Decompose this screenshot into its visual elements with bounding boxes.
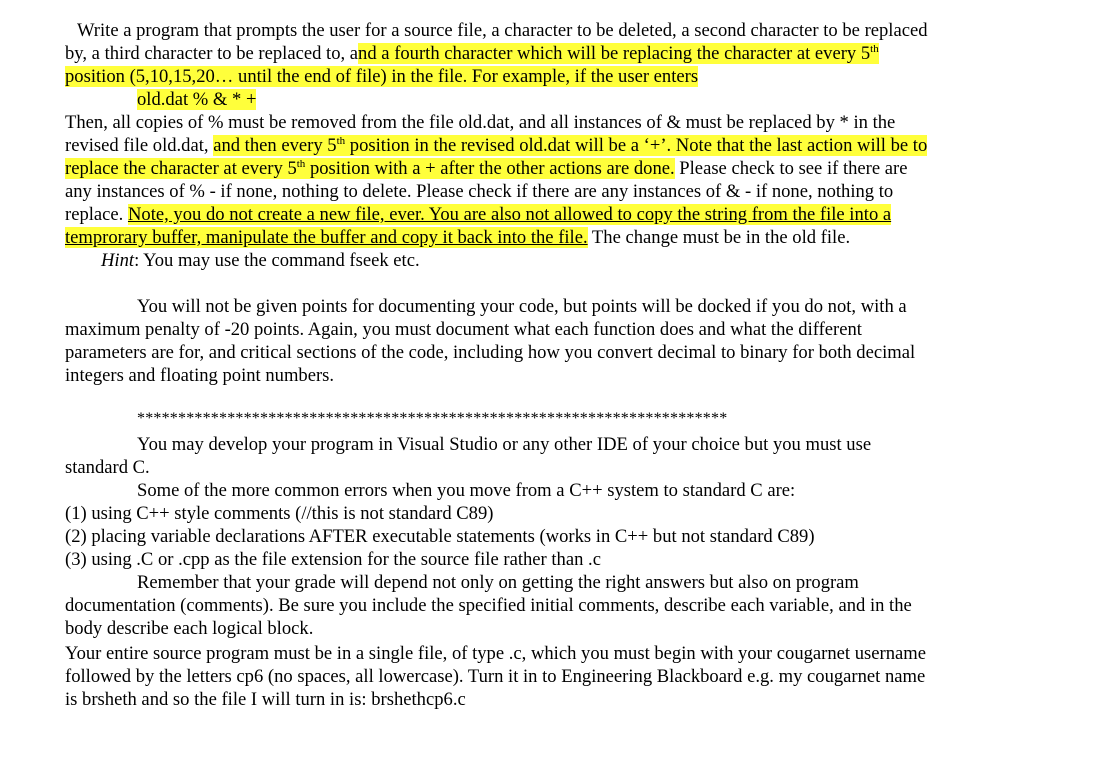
text-line: maximum penalty of -20 points. Again, you must document what each function does and what the different (65, 319, 862, 340)
text-line: standard C. (65, 457, 150, 478)
list-item: (1) using C++ style comments (//this is not standard C89) (65, 503, 494, 524)
text-span: revised file old.dat, (65, 135, 214, 156)
superscript: th (296, 158, 306, 170)
text-line: Some of the more common errors when you move from a C++ system to standard C are: (137, 480, 796, 501)
hint-line (101, 250, 420, 272)
text-span: replace the character at every 5 (65, 158, 297, 179)
text-span: The change must be in the old file. (587, 227, 851, 248)
text-line (65, 43, 879, 65)
text-span: and then every 5 (213, 135, 337, 156)
superscript: th (336, 135, 346, 147)
list-item: (3) using .C or .cpp as the file extension for the source file rather than .c (65, 549, 601, 570)
text-line (65, 204, 891, 226)
highlighted-text: old.dat % & * + (137, 89, 257, 110)
text-line (137, 89, 256, 111)
text-span: by, a third character to be replaced to, a (65, 43, 359, 64)
text-line: any instances of % - if none, nothing to delete. Please check if there are any instances of & - if none, nothing to (65, 181, 894, 202)
text-line: Remember that your grade will depend not only on getting the right answers but also on program (137, 572, 859, 593)
text-line: integers and floating point numbers. (65, 365, 335, 386)
text-span: nd a fourth character which will be replacing the character at every 5 (358, 43, 871, 64)
highlighted-underlined-text: Note, you do not create a new file, ever. You are also not allowed to copy the string from the file into a (127, 204, 892, 225)
highlighted-text: position (5,10,15,20… until the end of file) in the file. For example, if the user enters (65, 66, 699, 87)
text-span: position in the revised old.dat will be a ‘+’. Note that the last action will be to (345, 135, 928, 156)
list-item: (2) placing variable declarations AFTER executable statements (works in C++ but not standard C89) (65, 526, 815, 547)
text-span: position with a + after the other actions are done. (305, 158, 675, 179)
text-line: body describe each logical block. (65, 618, 314, 639)
highlighted-underlined-text: temprorary buffer, manipulate the buffer and copy it back into the file. (65, 227, 588, 248)
text-span: replace. (65, 204, 128, 225)
separator-stars: ************************************************************************ (137, 410, 728, 427)
hint-label: Hint (101, 250, 135, 271)
highlighted-text (358, 43, 879, 64)
text-line: followed by the letters cp6 (no spaces, all lowercase). Turn it in to Engineering Blackboard e.g. my cougarnet name (65, 666, 926, 687)
text-line (65, 66, 698, 88)
text-span: : You may use the command fseek etc. (134, 250, 420, 271)
superscript: th (870, 43, 879, 55)
text-span: Please check to see if there are (674, 158, 908, 179)
text-line: You may develop your program in Visual Studio or any other IDE of your choice but you must use (137, 434, 872, 455)
text-line (65, 158, 907, 180)
text-line: documentation (comments). Be sure you include the specified initial comments, describe each variable, and in the (65, 595, 912, 616)
text-line: You will not be given points for documenting your code, but points will be docked if you do not, with a (137, 296, 907, 317)
text-line: parameters are for, and critical sections of the code, including how you convert decimal to binary for both decimal (65, 342, 916, 363)
text-line (65, 227, 850, 249)
text-line: Then, all copies of % must be removed from the file old.dat, and all instances of & must be replaced by * in the (65, 112, 896, 133)
highlighted-text (213, 135, 927, 156)
text-line: is brsheth and so the file I will turn in is: brshethcp6.c (65, 689, 466, 710)
text-line (65, 135, 927, 157)
text-line: Write a program that prompts the user for a source file, a character to be deleted, a second character to be replaced (77, 20, 928, 41)
highlighted-text (65, 158, 675, 179)
text-line: Your entire source program must be in a single file, of type .c, which you must begin with your cougarnet username (65, 643, 926, 664)
